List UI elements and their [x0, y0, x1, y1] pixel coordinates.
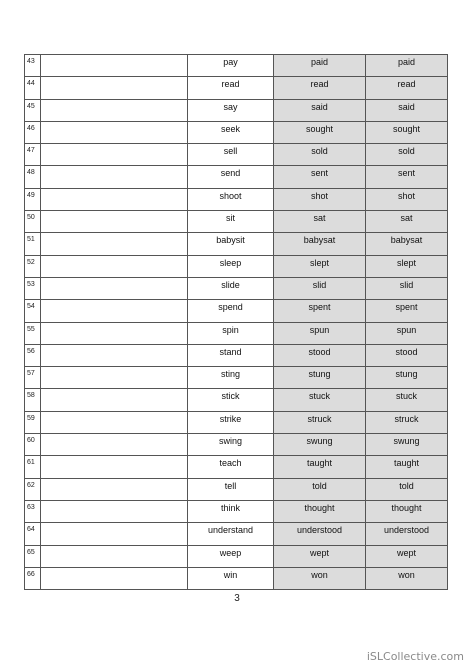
row-number: 44 [25, 77, 41, 99]
table-row [25, 411, 448, 433]
table-row [25, 55, 448, 77]
base-form-cell: shoot [188, 188, 274, 210]
past-participle-cell: taught [366, 456, 448, 478]
page-number: 3 [234, 593, 240, 604]
answer-cell[interactable] [41, 255, 188, 277]
past-participle-cell: stuck [366, 389, 448, 411]
base-form-cell: pay [188, 55, 274, 77]
base-form-cell: slide [188, 277, 274, 299]
past-simple-cell: spent [274, 300, 366, 322]
irregular-verbs-table [24, 54, 448, 590]
table-row [25, 211, 448, 233]
row-number: 65 [25, 545, 41, 567]
row-number: 60 [25, 434, 41, 456]
past-simple-cell: taught [274, 456, 366, 478]
row-number: 47 [25, 144, 41, 166]
past-simple-cell: wept [274, 545, 366, 567]
past-participle-cell: sold [366, 144, 448, 166]
past-simple-cell: won [274, 567, 366, 589]
past-simple-cell: sold [274, 144, 366, 166]
past-participle-cell: slid [366, 277, 448, 299]
past-simple-cell: thought [274, 500, 366, 522]
row-number: 58 [25, 389, 41, 411]
answer-cell[interactable] [41, 99, 188, 121]
answer-cell[interactable] [41, 500, 188, 522]
base-form-cell: spend [188, 300, 274, 322]
row-number: 56 [25, 344, 41, 366]
base-form-cell: think [188, 500, 274, 522]
answer-cell[interactable] [41, 121, 188, 143]
table-row [25, 389, 448, 411]
base-form-cell: say [188, 99, 274, 121]
past-simple-cell: stood [274, 344, 366, 366]
table-row [25, 277, 448, 299]
past-participle-cell: shot [366, 188, 448, 210]
past-simple-cell: struck [274, 411, 366, 433]
answer-cell[interactable] [41, 77, 188, 99]
past-participle-cell: swung [366, 434, 448, 456]
base-form-cell: spin [188, 322, 274, 344]
base-form-cell: weep [188, 545, 274, 567]
base-form-cell: stick [188, 389, 274, 411]
past-participle-cell: sent [366, 166, 448, 188]
answer-cell[interactable] [41, 188, 188, 210]
past-simple-cell: spun [274, 322, 366, 344]
past-participle-cell: thought [366, 500, 448, 522]
answer-cell[interactable] [41, 55, 188, 77]
row-number: 63 [25, 500, 41, 522]
table-row [25, 77, 448, 99]
table-row [25, 367, 448, 389]
row-number: 50 [25, 211, 41, 233]
base-form-cell: sell [188, 144, 274, 166]
past-simple-cell: paid [274, 55, 366, 77]
past-simple-cell: understood [274, 523, 366, 545]
base-form-cell: strike [188, 411, 274, 433]
base-form-cell: understand [188, 523, 274, 545]
row-number: 46 [25, 121, 41, 143]
answer-cell[interactable] [41, 344, 188, 366]
answer-cell[interactable] [41, 545, 188, 567]
past-simple-cell: told [274, 478, 366, 500]
answer-cell[interactable] [41, 322, 188, 344]
base-form-cell: swing [188, 434, 274, 456]
row-number: 52 [25, 255, 41, 277]
answer-cell[interactable] [41, 523, 188, 545]
table-row [25, 500, 448, 522]
past-participle-cell: won [366, 567, 448, 589]
past-simple-cell: slid [274, 277, 366, 299]
table-row [25, 300, 448, 322]
answer-cell[interactable] [41, 211, 188, 233]
base-form-cell: teach [188, 456, 274, 478]
past-participle-cell: sat [366, 211, 448, 233]
past-simple-cell: babysat [274, 233, 366, 255]
base-form-cell: tell [188, 478, 274, 500]
answer-cell[interactable] [41, 389, 188, 411]
row-number: 49 [25, 188, 41, 210]
answer-cell[interactable] [41, 367, 188, 389]
answer-cell[interactable] [41, 300, 188, 322]
answer-cell[interactable] [41, 144, 188, 166]
past-participle-cell: read [366, 77, 448, 99]
row-number: 43 [25, 55, 41, 77]
base-form-cell: send [188, 166, 274, 188]
past-simple-cell: stuck [274, 389, 366, 411]
past-participle-cell: sought [366, 121, 448, 143]
past-participle-cell: said [366, 99, 448, 121]
base-form-cell: sit [188, 211, 274, 233]
base-form-cell: sleep [188, 255, 274, 277]
answer-cell[interactable] [41, 478, 188, 500]
past-simple-cell: sought [274, 121, 366, 143]
row-number: 64 [25, 523, 41, 545]
base-form-cell: read [188, 77, 274, 99]
answer-cell[interactable] [41, 567, 188, 589]
past-participle-cell: slept [366, 255, 448, 277]
table-row [25, 188, 448, 210]
table-row [25, 456, 448, 478]
past-participle-cell: wept [366, 545, 448, 567]
answer-cell[interactable] [41, 456, 188, 478]
past-participle-cell: stood [366, 344, 448, 366]
table-row [25, 545, 448, 567]
base-form-cell: stand [188, 344, 274, 366]
row-number: 57 [25, 367, 41, 389]
row-number: 55 [25, 322, 41, 344]
row-number: 45 [25, 99, 41, 121]
table-row [25, 166, 448, 188]
past-simple-cell: sat [274, 211, 366, 233]
past-simple-cell: sent [274, 166, 366, 188]
row-number: 51 [25, 233, 41, 255]
past-simple-cell: read [274, 77, 366, 99]
watermark-logo: iSLCollective.com [366, 650, 464, 663]
base-form-cell: sting [188, 367, 274, 389]
past-participle-cell: struck [366, 411, 448, 433]
table-row [25, 99, 448, 121]
past-simple-cell: said [274, 99, 366, 121]
answer-cell[interactable] [41, 233, 188, 255]
table-row [25, 434, 448, 456]
table-row [25, 233, 448, 255]
row-number: 54 [25, 300, 41, 322]
row-number: 48 [25, 166, 41, 188]
row-number: 53 [25, 277, 41, 299]
past-simple-cell: swung [274, 434, 366, 456]
table-row [25, 255, 448, 277]
past-participle-cell: paid [366, 55, 448, 77]
row-number: 66 [25, 567, 41, 589]
row-number: 59 [25, 411, 41, 433]
past-simple-cell: slept [274, 255, 366, 277]
table-row [25, 567, 448, 589]
past-simple-cell: shot [274, 188, 366, 210]
answer-cell[interactable] [41, 411, 188, 433]
row-number: 62 [25, 478, 41, 500]
table-row [25, 121, 448, 143]
base-form-cell: babysit [188, 233, 274, 255]
past-participle-cell: spun [366, 322, 448, 344]
answer-cell[interactable] [41, 277, 188, 299]
past-participle-cell: told [366, 478, 448, 500]
table-row [25, 344, 448, 366]
base-form-cell: seek [188, 121, 274, 143]
past-simple-cell: stung [274, 367, 366, 389]
answer-cell[interactable] [41, 166, 188, 188]
table-row [25, 322, 448, 344]
past-participle-cell: spent [366, 300, 448, 322]
row-number: 61 [25, 456, 41, 478]
table-row [25, 478, 448, 500]
past-participle-cell: stung [366, 367, 448, 389]
table-row [25, 523, 448, 545]
base-form-cell: win [188, 567, 274, 589]
past-participle-cell: babysat [366, 233, 448, 255]
table-row [25, 144, 448, 166]
past-participle-cell: understood [366, 523, 448, 545]
verb-table-body [25, 55, 448, 590]
answer-cell[interactable] [41, 434, 188, 456]
